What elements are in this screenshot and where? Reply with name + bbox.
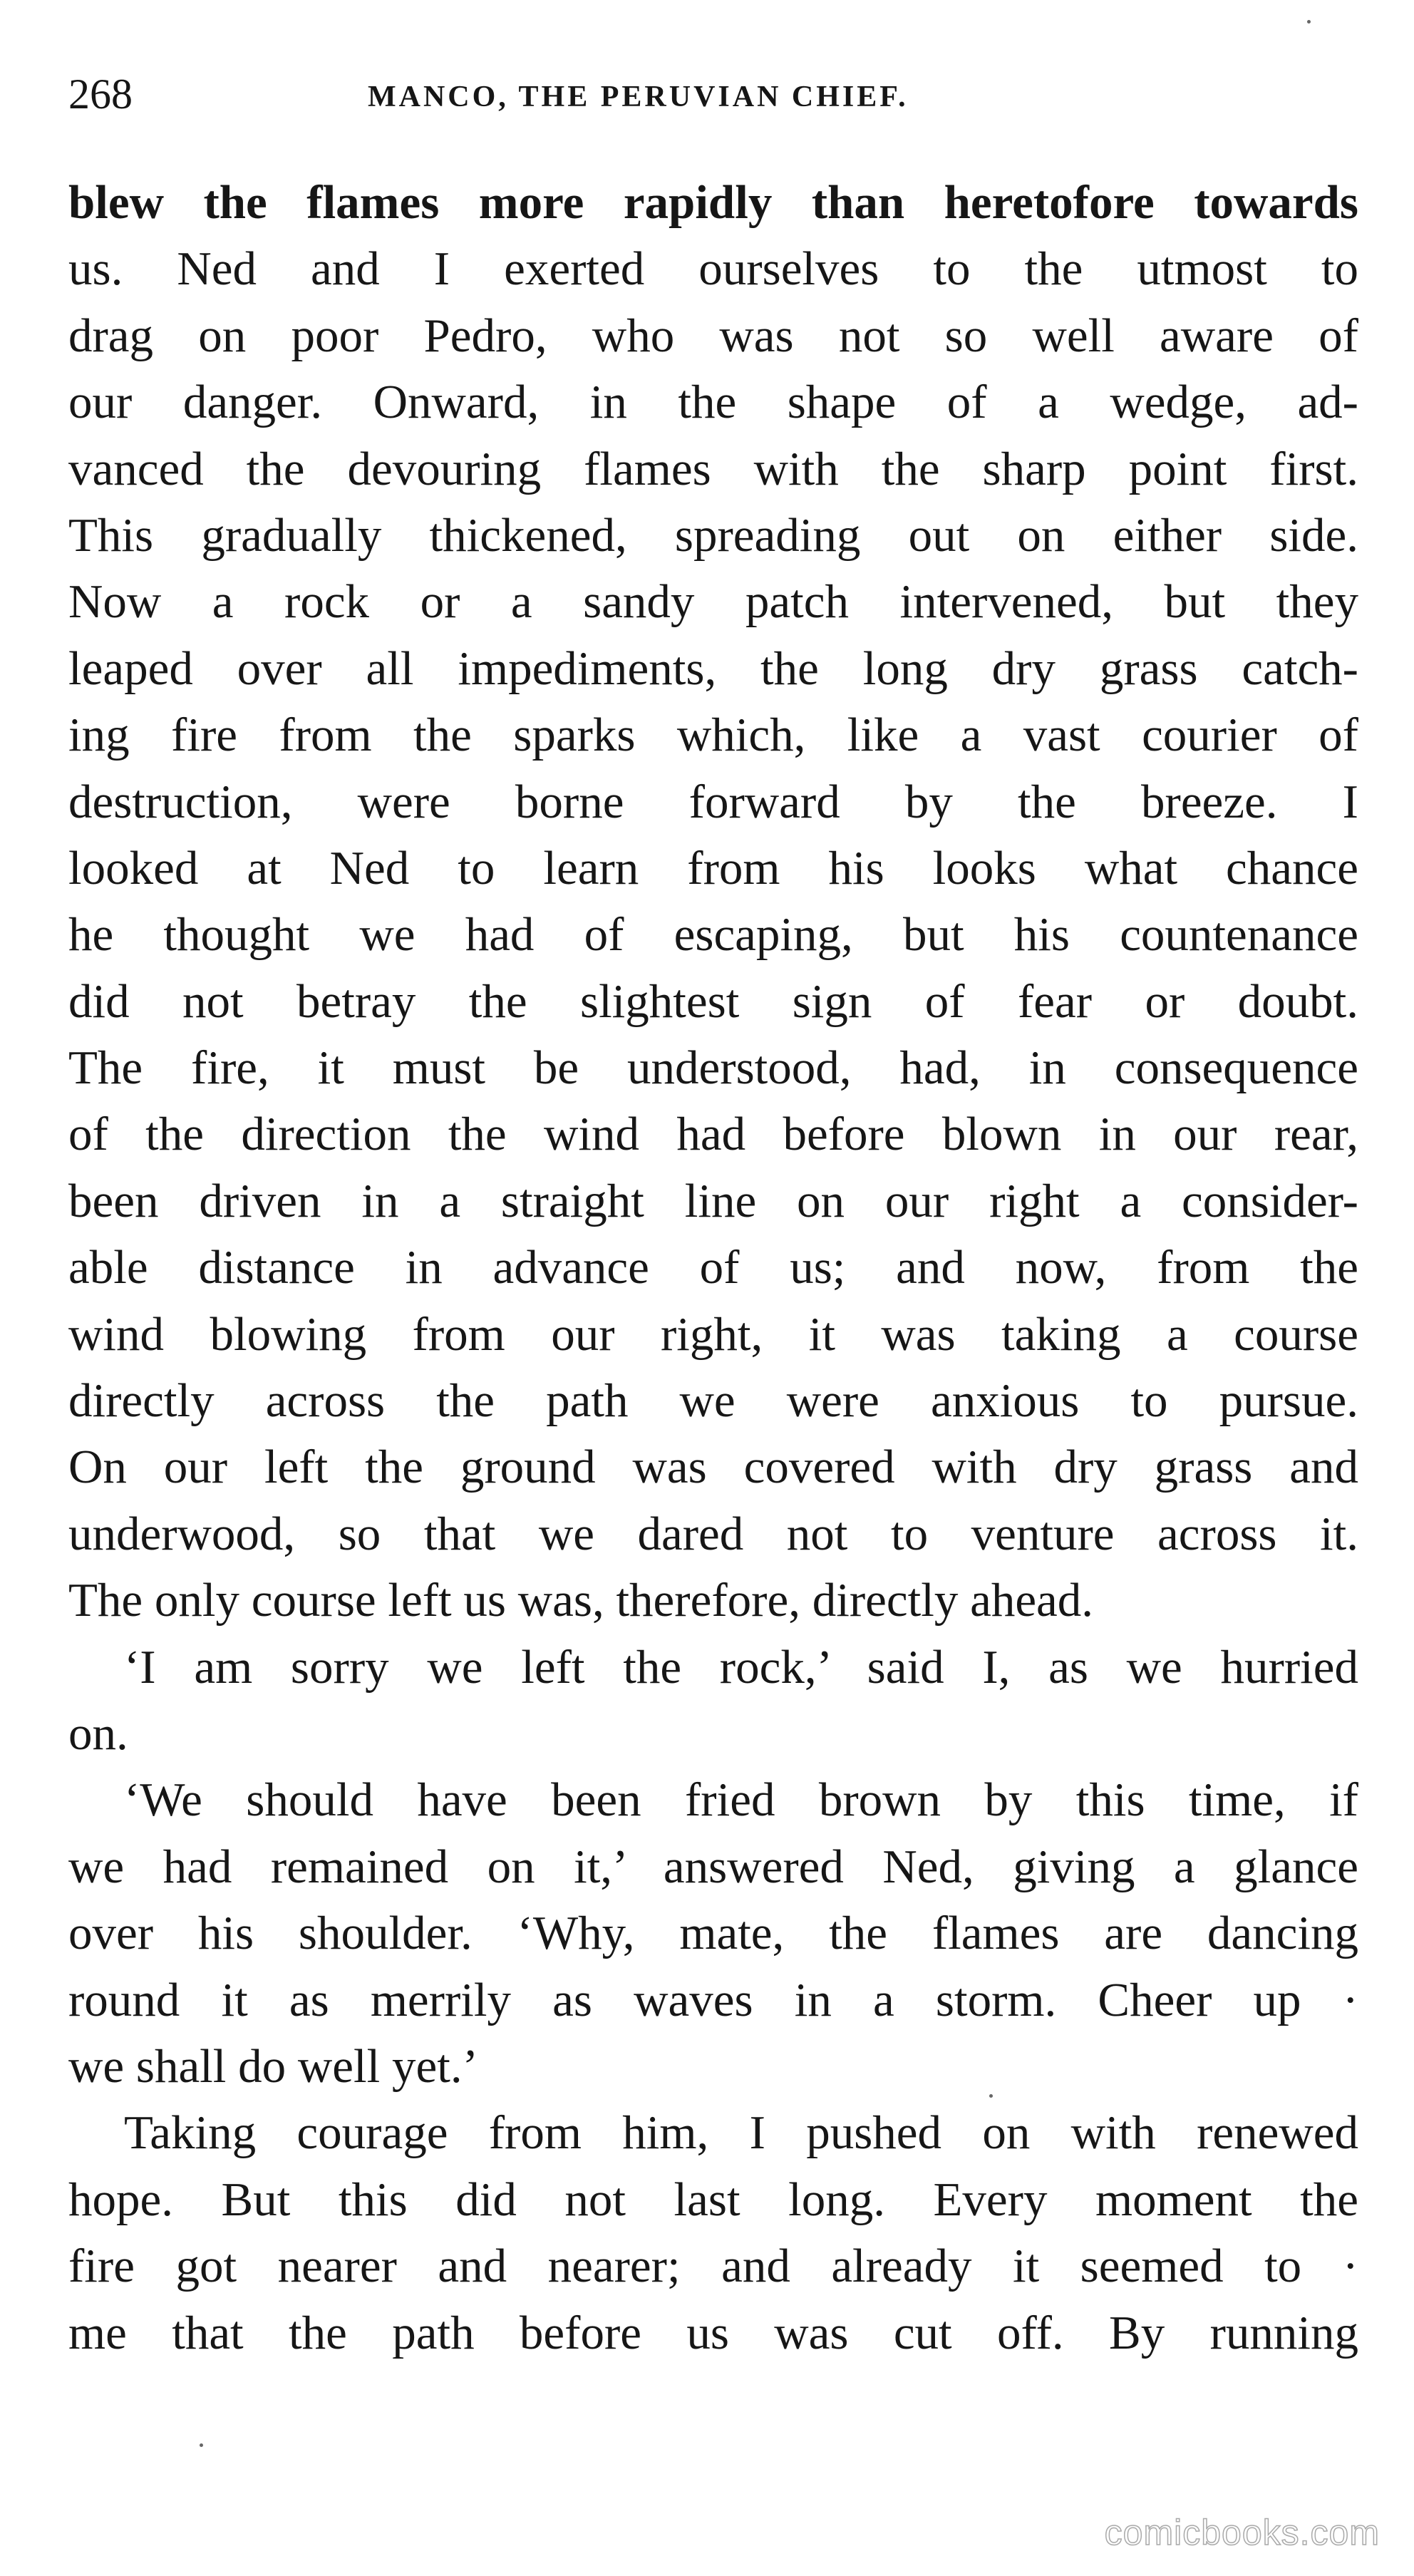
text-line: The fire, it must be understood, had, in consequence — [68, 1041, 1358, 1095]
text-line: directly across the path we were anxious to pursue. — [68, 1374, 1358, 1428]
text-line: round it as merrily as waves in a storm. Cheer up · — [68, 1973, 1358, 2026]
text-line: hope. But this did not last long. Every moment the — [68, 2173, 1358, 2226]
page-number: 268 — [68, 71, 133, 118]
text-line: Taking courage from him, I pushed on with renewed — [124, 2106, 1358, 2160]
text-line: destruction, were borne forward by the breeze. I — [68, 775, 1358, 828]
text-line: fire got nearer and nearer; and already it seemed to · — [68, 2240, 1358, 2293]
text-line: Now a rock or a sandy patch intervened, but they — [68, 575, 1358, 629]
text-line: he thought we had of escaping, but his countenance — [68, 908, 1358, 962]
text-line: vanced the devouring flames with the sharp point first. — [68, 442, 1358, 495]
print-speck — [1307, 20, 1311, 24]
text-line: on. — [68, 1706, 128, 1760]
text-line: wind blowing from our right, it was taking a course — [68, 1307, 1358, 1361]
text-line: us. Ned and I exerted ourselves to the utmost to — [68, 242, 1358, 296]
text-line: ‘We should have been fried brown by this time, if — [124, 1773, 1358, 1827]
text-line: able distance in advance of us; and now, from the — [68, 1241, 1358, 1294]
text-line: over his shoulder. ‘Why, mate, the flames are dancing — [68, 1907, 1358, 1960]
text-line: our danger. Onward, in the shape of a wedge, ad- — [68, 376, 1358, 429]
text-line: did not betray the slightest sign of fear or doubt. — [68, 974, 1358, 1028]
text-line: underwood, so that we dared not to venture across it. — [68, 1507, 1358, 1560]
text-line: blew the flames more rapidly than heretofore towards — [68, 176, 1358, 229]
text-line: ‘I am sorry we left the rock,’ said I, as we hurried — [124, 1640, 1358, 1694]
text-line: The only course left us was, therefore, directly ahead. — [68, 1574, 1094, 1627]
text-line: been driven in a straight line on our right a consider- — [68, 1174, 1358, 1227]
print-speck — [200, 2443, 203, 2447]
text-line: drag on poor Pedro, who was not so well aware of — [68, 309, 1358, 362]
text-line: me that the path before us was cut off. By running — [68, 2306, 1358, 2359]
text-line: leaped over all impediments, the long dry grass catch- — [68, 642, 1358, 695]
watermark: comicbooks.com — [1104, 2513, 1380, 2552]
text-line: This gradually thickened, spreading out on either side. — [68, 508, 1358, 562]
running-title: MANCO, THE PERUVIAN CHIEF. — [368, 81, 909, 113]
body-text — [68, 170, 1358, 2366]
text-line: we had remained on it,’ answered Ned, giving a glance — [68, 1840, 1358, 1893]
text-line: we shall do well yet.’ — [68, 2039, 478, 2093]
print-speck — [989, 2094, 993, 2098]
text-line: On our left the ground was covered with dry grass and — [68, 1441, 1358, 1494]
text-line: of the direction the wind had before blown in our rear, — [68, 1108, 1358, 1161]
text-line: looked at Ned to learn from his looks what chance — [68, 841, 1358, 895]
text-line: ing fire from the sparks which, like a vast courier of — [68, 709, 1358, 762]
running-head — [68, 66, 1358, 123]
